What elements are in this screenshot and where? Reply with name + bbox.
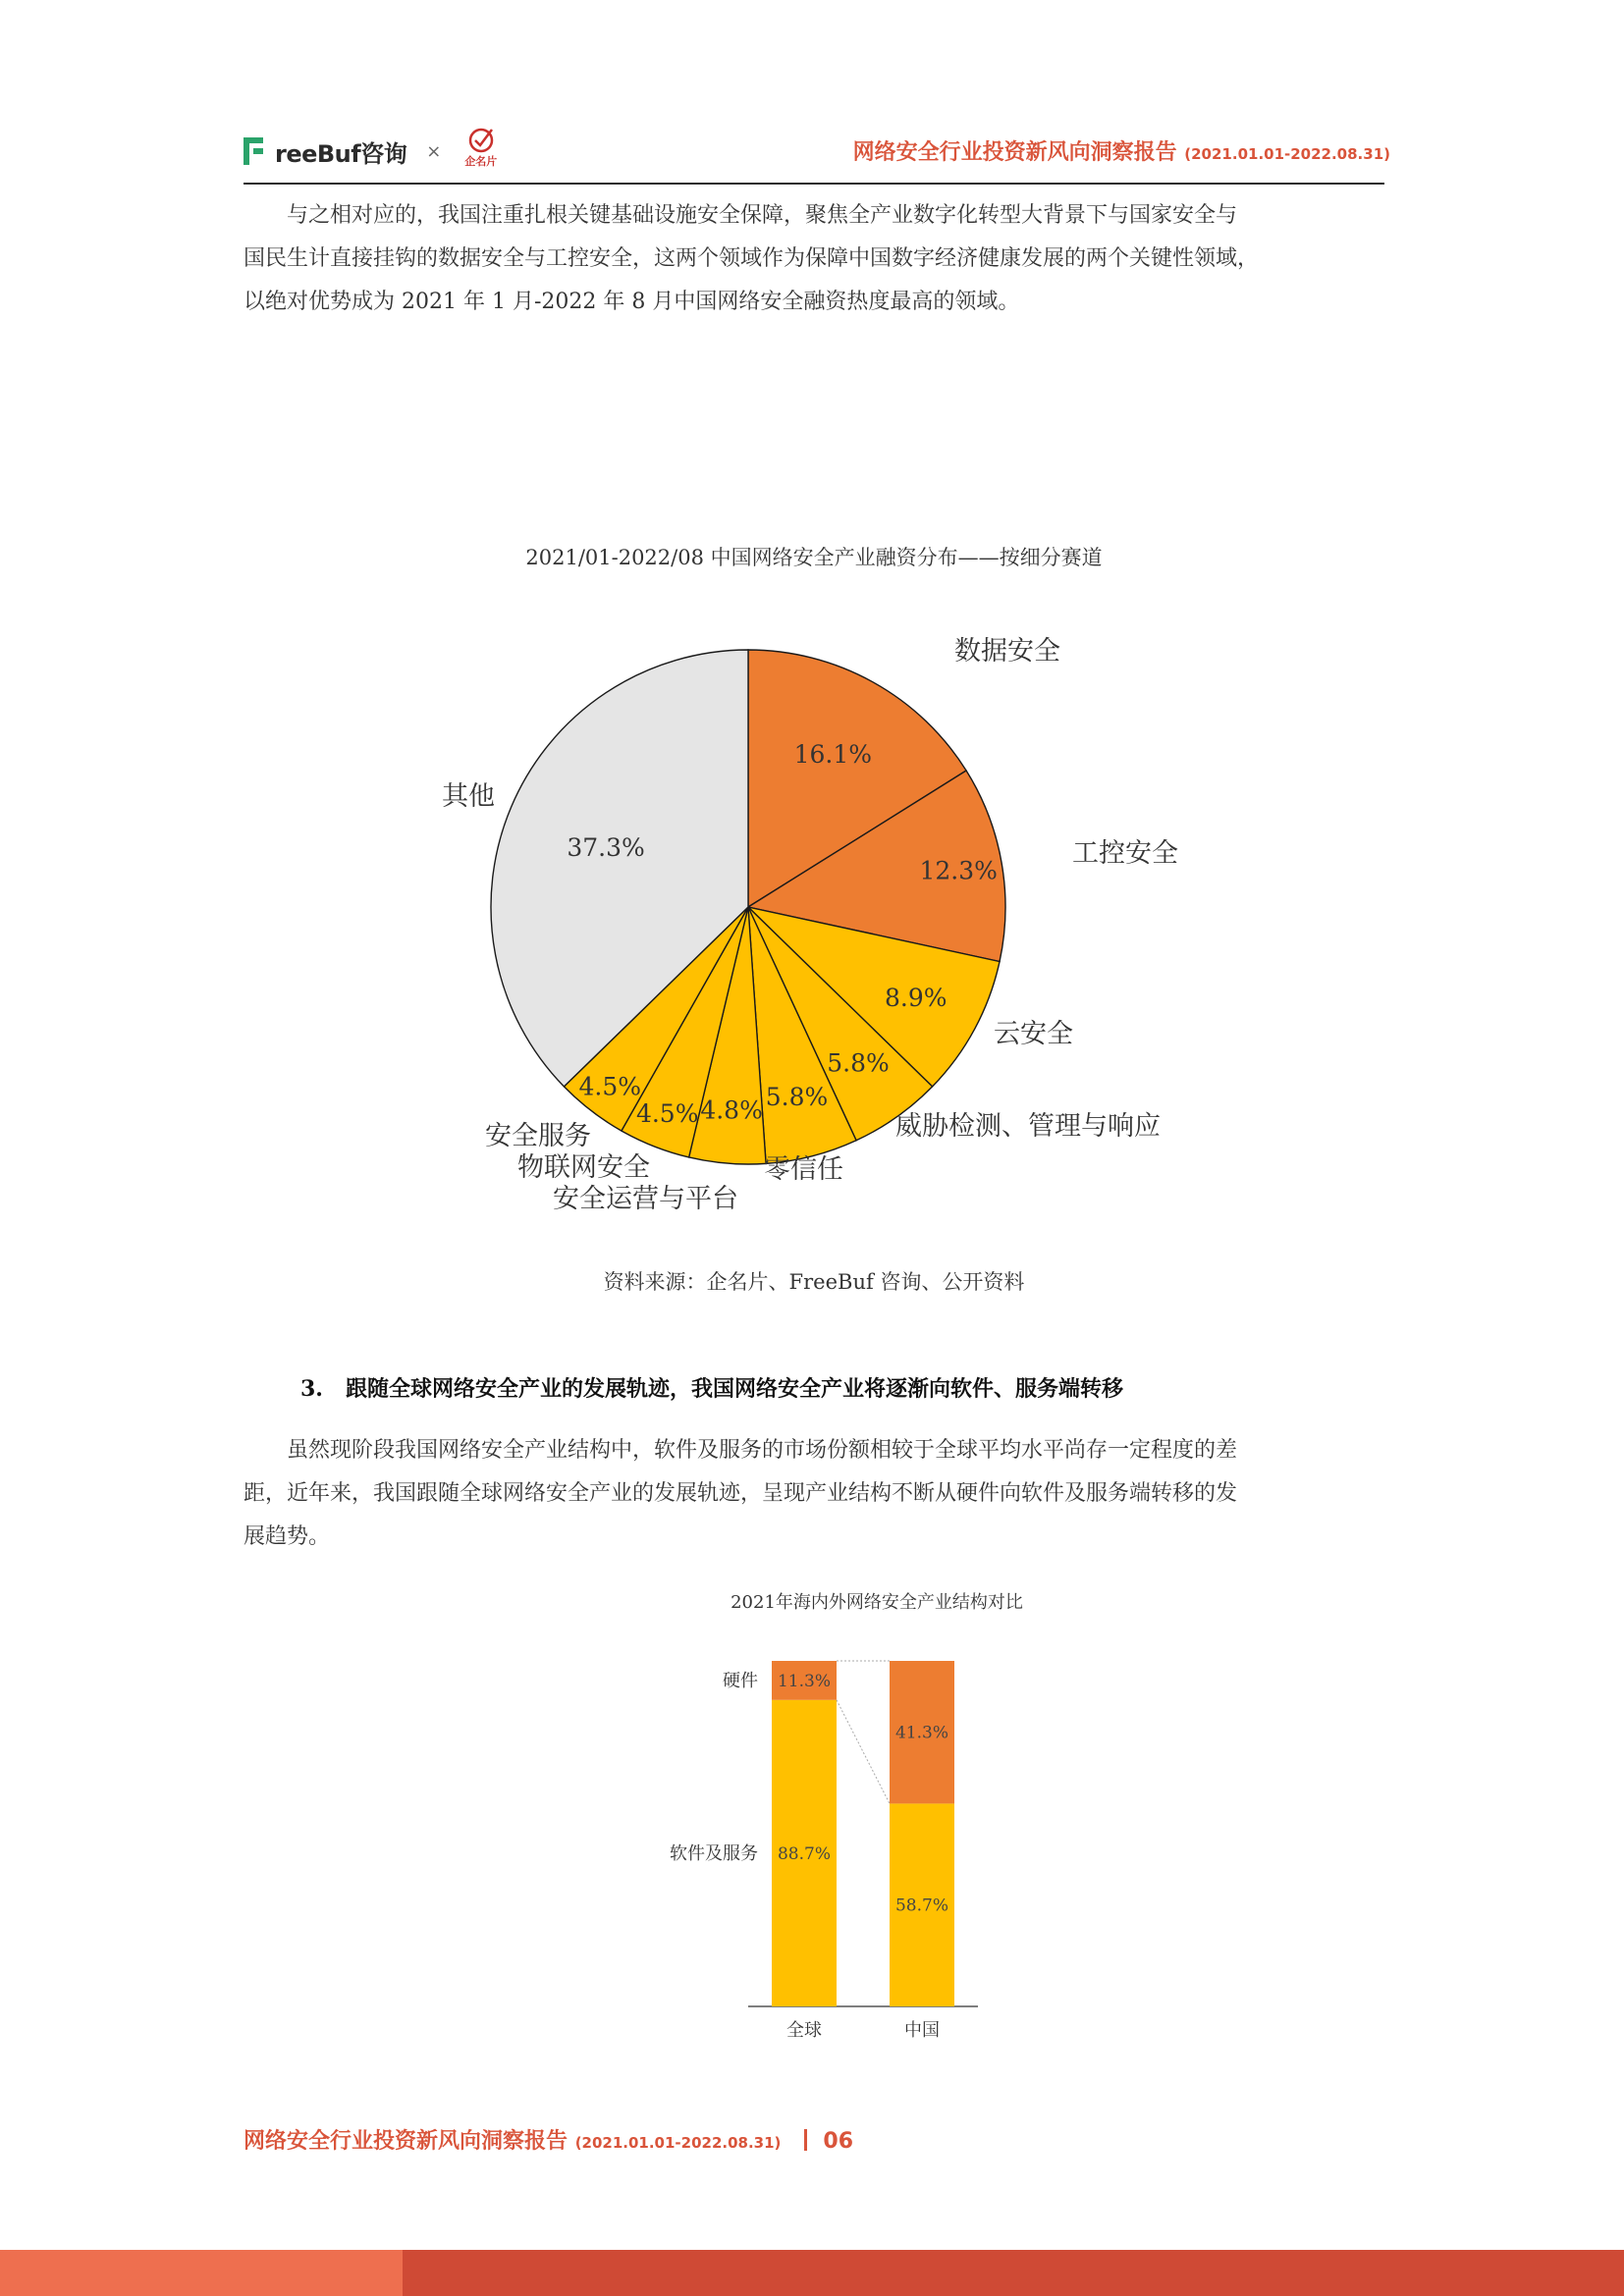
bar-category-label: 全球 (786, 2020, 822, 2041)
pie-value-label: 4.5% (578, 1072, 642, 1101)
header-report-title (853, 135, 1390, 166)
collaboration-times: × (426, 140, 442, 162)
pie-category-label: 数据安全 (954, 636, 1060, 667)
pie-category-label: 云安全 (994, 1019, 1073, 1049)
qimingpian-logo (464, 126, 497, 169)
freebuf-logo (244, 132, 497, 171)
pie-value-label: 8.9% (885, 983, 947, 1012)
footer-report-title (244, 2124, 853, 2155)
intro-line-1: 与之相对应的，我国注重扎根关键基础设施安全保障，聚焦全产业数字化转型大背景下与国家安全与 (287, 203, 1238, 228)
bar-category-label: 中国 (904, 2020, 940, 2041)
pie-category-label: 其他 (442, 781, 495, 812)
pie-value-label: 16.1% (793, 740, 873, 770)
freebuf-f-icon (244, 137, 265, 165)
qimingpian-check-icon (466, 126, 496, 153)
pie-value-label: 4.8% (700, 1095, 763, 1125)
body-line-2: 距，近年来，我国跟随全球网络安全产业的发展轨迹，呈现产业结构不断从硬件向软件及服务端转移的发 (244, 1481, 1238, 1506)
header-title-text: 网络安全行业投资新风向洞察报告 (852, 140, 1177, 165)
bar-chart-title: 2021年海内外网络安全产业结构对比 (731, 1592, 1023, 1613)
pie-category-label: 零信任 (764, 1154, 843, 1185)
pie-category-label: 安全服务 (485, 1121, 591, 1151)
footer-date-range: (2021.01.01-2022.08.31) (574, 2134, 782, 2152)
pie-chart (393, 618, 1218, 1227)
bar-value-label: 88.7% (777, 1843, 832, 1864)
pie-value-label: 4.5% (635, 1098, 699, 1128)
bar-value-label: 58.7% (894, 1896, 949, 1916)
body-line-1: 虽然现阶段我国网络安全产业结构中，软件及服务的市场份额相较于全球平均水平尚存一定程度的差 (287, 1438, 1238, 1463)
section-number: 3. (300, 1376, 323, 1402)
pie-category-label: 安全运营与平台 (553, 1184, 738, 1214)
intro-line-2: 国民生计直接挂钩的数据安全与工控安全，这两个领域作为保障中国数字经济健康发展的两个关键性领域， (244, 246, 1260, 271)
section-title: 跟随全球网络安全产业的发展轨迹，我国网络安全产业将逐渐向软件、服务端转移 (345, 1376, 1123, 1402)
chart-source: 资料来源：企名片、FreeBuf 咨询、公开资料 (603, 1270, 1025, 1294)
header-divider (244, 183, 1384, 185)
pie-category-label: 工控安全 (1072, 838, 1178, 869)
stacked-bar-chart (628, 1582, 1080, 2054)
pie-value-label: 37.3% (567, 832, 645, 862)
pie-category-label: 威胁检测、管理与响应 (895, 1111, 1161, 1142)
bar-value-label: 41.3% (894, 1723, 949, 1743)
pie-category-label: 物联网安全 (517, 1152, 650, 1183)
bar-series-label: 硬件 (723, 1670, 758, 1691)
pie-value-label: 5.8% (765, 1082, 829, 1111)
bar-value-label: 11.3% (777, 1671, 832, 1691)
body-line-3: 展趋势。 (244, 1524, 331, 1549)
bar-series-label: 软件及服务 (670, 1842, 758, 1864)
body-paragraph (244, 1429, 1384, 1559)
pie-value-label: 5.8% (827, 1048, 890, 1078)
bar-connector (837, 1700, 890, 1804)
freebuf-logo-text: reeBuf咨询 (275, 139, 407, 168)
footer-title-text: 网络安全行业投资新风向洞察报告 (244, 2129, 568, 2154)
pie-chart-title: 2021/01-2022/08 中国网络安全产业融资分布——按细分赛道 (525, 546, 1103, 569)
intro-paragraph (244, 194, 1384, 324)
footer-band-left (0, 2250, 403, 2296)
header-date-range: (2021.01.01-2022.08.31) (1184, 145, 1390, 163)
footer-separator (804, 2129, 807, 2151)
pie-value-label: 12.3% (919, 856, 998, 885)
qimingpian-logo-text: 企名片 (464, 155, 498, 168)
page-number: 06 (823, 2129, 854, 2154)
footer-band-right (403, 2250, 1624, 2296)
section-heading (300, 1372, 1123, 1403)
intro-line-3: 以绝对优势成为 2021 年 1 月-2022 年 8 月中国网络安全融资热度最高的领域。 (244, 290, 1020, 314)
